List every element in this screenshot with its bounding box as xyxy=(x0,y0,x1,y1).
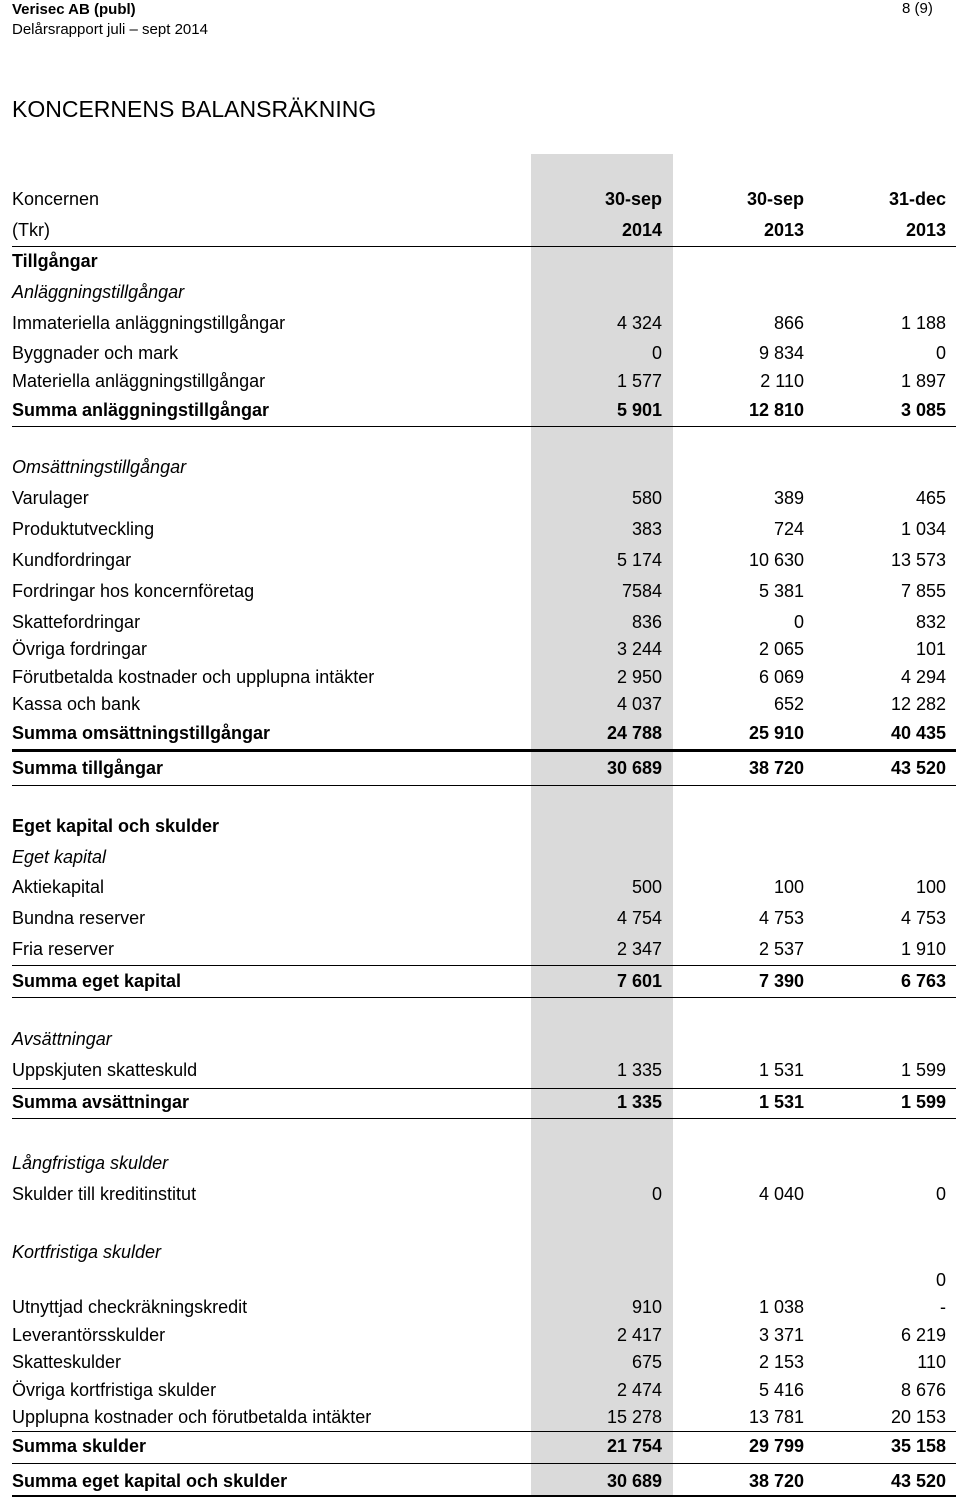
table-row xyxy=(12,1152,956,1174)
value-cell: 30 689 xyxy=(606,1471,662,1491)
row-label: Eget kapital och skulder xyxy=(12,816,220,836)
table-row xyxy=(12,638,956,660)
row-label: Eget kapital xyxy=(12,847,107,867)
row-label: Anläggningstillgångar xyxy=(12,282,185,302)
table-row xyxy=(12,1059,956,1081)
table-row xyxy=(12,815,956,837)
value-cell: 6 763 xyxy=(900,971,946,991)
value-cell: 31-dec xyxy=(888,189,946,209)
row-label: Summa eget kapital och skulder xyxy=(12,1471,288,1491)
row-label: Summa omsättningstillgångar xyxy=(12,723,271,743)
value-cell: 383 xyxy=(631,519,662,539)
rule-line xyxy=(12,1118,956,1119)
value-cell: 2 950 xyxy=(616,667,662,687)
value-cell: 5 901 xyxy=(616,400,662,420)
row-label: Bundna reserver xyxy=(12,908,146,928)
value-cell: 1 577 xyxy=(616,371,662,391)
table-row xyxy=(12,666,956,688)
value-cell: 2014 xyxy=(621,220,662,240)
table-row xyxy=(12,1183,956,1205)
table-row xyxy=(12,846,956,868)
row-label: Kortfristiga skulder xyxy=(12,1242,162,1262)
value-cell: 4 753 xyxy=(758,908,804,928)
value-cell: 866 xyxy=(773,313,804,333)
value-cell: 40 435 xyxy=(890,723,946,743)
row-label: Övriga fordringar xyxy=(12,639,148,659)
value-cell: 389 xyxy=(773,488,804,508)
value-cell: 2 474 xyxy=(616,1380,662,1400)
row-label: Skulder till kreditinstitut xyxy=(12,1184,197,1204)
table-row xyxy=(12,312,956,334)
value-cell: 10 630 xyxy=(748,550,804,570)
value-cell: 0 xyxy=(935,343,946,363)
table-row xyxy=(12,399,956,421)
value-cell: 4 037 xyxy=(616,694,662,714)
row-label: Summa tillgångar xyxy=(12,758,164,778)
table-row xyxy=(12,250,956,272)
value-cell: 1 910 xyxy=(900,939,946,959)
row-label: Kundfordringar xyxy=(12,550,132,570)
value-cell: 675 xyxy=(631,1352,662,1372)
value-cell: 3 244 xyxy=(616,639,662,659)
value-cell: 7 601 xyxy=(616,971,662,991)
value-cell: 0 xyxy=(935,1184,946,1204)
table-row xyxy=(12,722,956,744)
value-cell: 4 324 xyxy=(616,313,662,333)
value-cell: 1 034 xyxy=(900,519,946,539)
value-cell: 5 416 xyxy=(758,1380,804,1400)
value-cell: 101 xyxy=(915,639,946,659)
value-cell: 25 910 xyxy=(748,723,804,743)
value-cell: 4 754 xyxy=(616,908,662,928)
table-row xyxy=(12,907,956,929)
value-cell: 3 371 xyxy=(758,1325,804,1345)
value-cell: 1 335 xyxy=(616,1060,662,1080)
row-label: Summa skulder xyxy=(12,1436,147,1456)
row-label: Kassa och bank xyxy=(12,694,141,714)
row-label: Avsättningar xyxy=(12,1029,112,1049)
value-cell: 836 xyxy=(631,612,662,632)
value-cell: 43 520 xyxy=(890,1471,946,1491)
table-row xyxy=(12,456,956,478)
rule-line xyxy=(12,246,956,247)
value-cell: 21 754 xyxy=(606,1436,662,1456)
value-cell: 1 038 xyxy=(758,1297,804,1317)
value-cell: 4 753 xyxy=(900,908,946,928)
stray-value: 0 xyxy=(935,1270,946,1290)
rule-line xyxy=(12,997,956,998)
value-cell: 5 174 xyxy=(616,550,662,570)
value-cell: 8 676 xyxy=(900,1380,946,1400)
value-cell: 2 417 xyxy=(616,1325,662,1345)
row-label: Produktutveckling xyxy=(12,519,155,539)
value-cell: 24 788 xyxy=(606,723,662,743)
rule-line xyxy=(12,1088,956,1089)
row-label: Övriga kortfristiga skulder xyxy=(12,1380,217,1400)
value-cell: 13 573 xyxy=(890,550,946,570)
row-label: Uppskjuten skatteskuld xyxy=(12,1060,198,1080)
value-cell: 1 531 xyxy=(758,1092,804,1112)
table-row xyxy=(12,876,956,898)
table-row xyxy=(12,219,956,241)
row-label: Skattefordringar xyxy=(12,612,141,632)
value-cell: 1 599 xyxy=(900,1092,946,1112)
value-cell: 4 294 xyxy=(900,667,946,687)
table-row xyxy=(12,1296,956,1318)
row-label: Koncernen xyxy=(12,189,100,209)
value-cell: 9 834 xyxy=(758,343,804,363)
value-cell: 832 xyxy=(915,612,946,632)
row-label: (Tkr) xyxy=(12,220,50,240)
value-cell: 30-sep xyxy=(604,189,662,209)
table-row xyxy=(12,518,956,540)
table-row xyxy=(12,1379,956,1401)
value-cell: 7 855 xyxy=(900,581,946,601)
value-cell: 724 xyxy=(773,519,804,539)
value-cell: 2 153 xyxy=(758,1352,804,1372)
value-cell: 500 xyxy=(631,877,662,897)
table-row xyxy=(12,1351,956,1373)
value-cell: 43 520 xyxy=(890,758,946,778)
table-row xyxy=(12,693,956,715)
row-label: Aktiekapital xyxy=(12,877,105,897)
value-cell: 35 158 xyxy=(890,1436,946,1456)
value-cell: 100 xyxy=(915,877,946,897)
table-row xyxy=(12,757,956,779)
value-cell: 110 xyxy=(917,1352,946,1372)
value-cell: 30 689 xyxy=(606,758,662,778)
value-cell: 29 799 xyxy=(748,1436,804,1456)
row-label: Fria reserver xyxy=(12,939,115,959)
value-cell: 1 188 xyxy=(900,313,946,333)
value-cell: 7584 xyxy=(621,581,662,601)
row-label: Summa anläggningstillgångar xyxy=(12,400,270,420)
table-row xyxy=(12,1470,956,1492)
table-row xyxy=(12,1406,956,1428)
row-label: Skatteskulder xyxy=(12,1352,122,1372)
table-row xyxy=(12,580,956,602)
row-label: Immateriella anläggningstillgångar xyxy=(12,313,286,333)
row-label: Tillgångar xyxy=(12,251,98,271)
value-cell: 1 897 xyxy=(900,371,946,391)
row-label: Materiella anläggningstillgångar xyxy=(12,371,266,391)
row-label: Utnyttjad checkräkningskredit xyxy=(12,1297,248,1317)
value-cell: 4 040 xyxy=(758,1184,804,1204)
rule-line xyxy=(12,1495,956,1497)
value-cell: 2 537 xyxy=(758,939,804,959)
row-label: Upplupna kostnader och förutbetalda intäkter xyxy=(12,1407,372,1427)
value-cell: 6 069 xyxy=(758,667,804,687)
table-row xyxy=(12,1091,956,1113)
row-label: Förutbetalda kostnader och upplupna intäkter xyxy=(12,667,375,687)
table-row xyxy=(12,1028,956,1050)
row-label: Summa eget kapital xyxy=(12,971,182,991)
value-cell: 580 xyxy=(631,488,662,508)
value-cell: 465 xyxy=(915,488,946,508)
page-number: 8 (9) xyxy=(902,0,933,17)
value-cell: 100 xyxy=(773,877,804,897)
row-label: Summa avsättningar xyxy=(12,1092,190,1112)
value-cell: 13 781 xyxy=(748,1407,804,1427)
value-cell: 0 xyxy=(651,343,662,363)
value-cell: 2 347 xyxy=(616,939,662,959)
value-cell: 30-sep xyxy=(746,189,804,209)
rule-line xyxy=(12,749,956,752)
rule-line xyxy=(12,965,956,966)
table-row xyxy=(12,970,956,992)
value-cell: - xyxy=(940,1297,946,1317)
value-cell: 1 335 xyxy=(616,1092,662,1112)
table-row xyxy=(12,342,956,364)
value-cell: 6 219 xyxy=(900,1325,946,1345)
value-cell: 652 xyxy=(773,694,804,714)
rule-line xyxy=(12,1463,956,1464)
value-cell: 3 085 xyxy=(900,400,946,420)
value-cell: 1 531 xyxy=(758,1060,804,1080)
value-cell: 15 278 xyxy=(606,1407,662,1427)
company-name: Verisec AB (publ) xyxy=(12,1,136,18)
row-label: Leverantörsskulder xyxy=(12,1325,166,1345)
row-label: Fordringar hos koncernföretag xyxy=(12,581,255,601)
document-title: KONCERNENS BALANSRÄKNING xyxy=(12,96,377,122)
value-cell: 5 381 xyxy=(758,581,804,601)
table-row xyxy=(12,188,956,210)
table-row xyxy=(12,281,956,303)
value-cell: 12 810 xyxy=(748,400,804,420)
value-cell: 910 xyxy=(631,1297,662,1317)
table-row xyxy=(12,1324,956,1346)
value-cell: 2013 xyxy=(905,220,946,240)
value-cell: 2 110 xyxy=(760,371,804,391)
table-row xyxy=(12,938,956,960)
value-cell: 20 153 xyxy=(890,1407,946,1427)
row-label: Långfristiga skulder xyxy=(12,1153,169,1173)
value-cell: 0 xyxy=(793,612,804,632)
rule-line xyxy=(12,785,956,786)
value-cell: 38 720 xyxy=(748,1471,804,1491)
table-row xyxy=(12,1435,956,1457)
table-row xyxy=(12,549,956,571)
value-cell: 7 390 xyxy=(758,971,804,991)
value-cell: 1 599 xyxy=(900,1060,946,1080)
report-subtitle: Delårsrapport juli – sept 2014 xyxy=(12,21,208,38)
table-row xyxy=(12,611,956,633)
rule-line xyxy=(12,426,956,427)
value-cell: 0 xyxy=(651,1184,662,1204)
value-cell: 2013 xyxy=(763,220,804,240)
table-row xyxy=(12,487,956,509)
row-label: Varulager xyxy=(12,488,89,508)
row-label: Byggnader och mark xyxy=(12,343,179,363)
table-row xyxy=(12,1241,956,1263)
value-cell: 38 720 xyxy=(748,758,804,778)
row-label: Omsättningstillgångar xyxy=(12,457,187,477)
value-cell: 12 282 xyxy=(890,694,946,714)
rule-line xyxy=(12,1431,956,1432)
value-cell: 2 065 xyxy=(758,639,804,659)
table-row xyxy=(12,370,956,392)
